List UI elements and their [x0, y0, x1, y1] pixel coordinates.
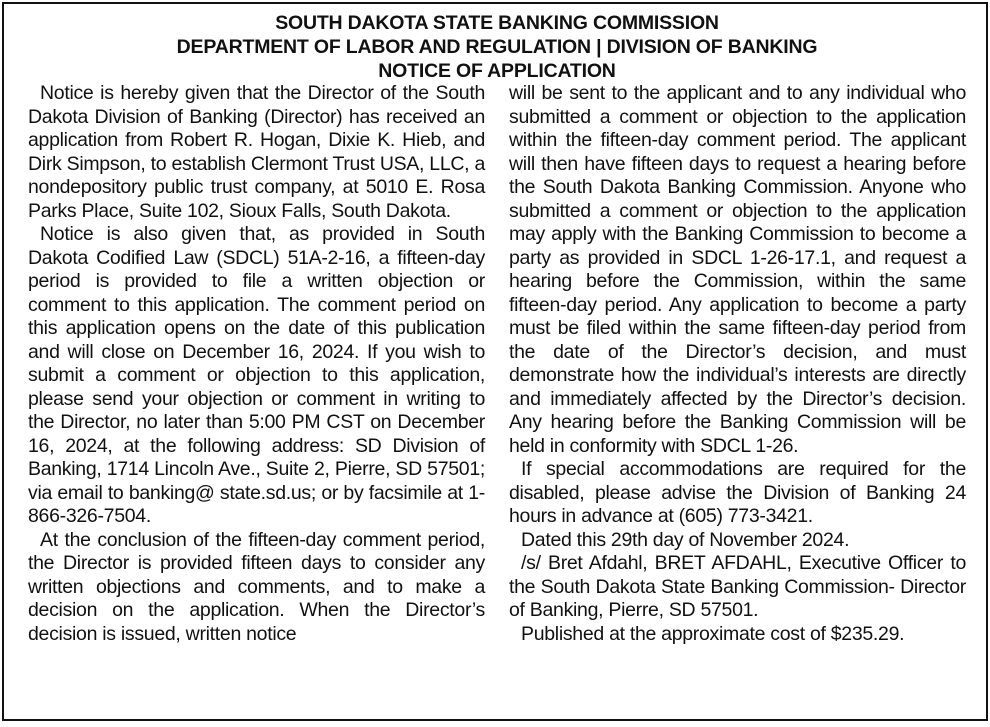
- right-column: [509, 82, 966, 646]
- header-commission: SOUTH DAKOTA STATE BANKING COMMISSION: [275, 12, 719, 34]
- header-notice-title: NOTICE OF APPLICATION: [378, 60, 616, 82]
- paragraph-cost: Published at the approximate cost of $235.29.: [521, 622, 905, 645]
- paragraph-decision-continued: will be sent to the applicant and to any individual who submitted a comment or objection to the application within the fifteen-day comment period. The applicant will then have fifteen days to request a hearing before the South Dakota Banking Commission. Anyone who submitted a comment or objection to the application may apply with the Banking Commission to become a party as provided in SDCL 1-26-17.1, and request a hearing before the Commission, within the same fifteen-day period. Any application to become a party must be filed within the same fifteen-day period from the date of the Director’s decision, and must demonstrate how the individual’s interests are directly and immediately affected by the Director’s decision. Any hearing before the Banking Commission will be held in conformity with SDCL 1-26.: [509, 82, 966, 457]
- paragraph-dated: Dated this 29th day of November 2024.: [521, 528, 850, 551]
- paragraph-accommodations: If special accommodations are required for the disabled, please advise the Division of Banking 24 hours in advance at (605) 773-3421.: [509, 458, 966, 527]
- paragraph-application: Notice is hereby given that the Director of the South Dakota Division of Banking (Director) has received an application from Robert R. Hogan, Dixie K. Hieb, and Dirk Simpson, to establish Clermont Trust USA, LLC, a nondepository public trust company, at 5010 E. Rosa Parks Place, Suite 102, Sioux Falls, South Dakota.: [28, 82, 485, 222]
- header-department: DEPARTMENT OF LABOR AND REGULATION | DIVISION OF BANKING: [176, 36, 818, 58]
- paragraph-signature: /s/ Bret Afdahl, BRET AFDAHL, Executive Officer to the South Dakota State Banking Commission- Director of Banking, Pierre, SD 57501.: [509, 552, 966, 621]
- paragraph-decision: At the conclusion of the fifteen-day comment period, the Director is provided fifteen days to consider any written objections and comments, and to make a decision on the application. When the Director’s decision is issued, written notice: [28, 528, 485, 645]
- notice-body: [28, 82, 966, 646]
- left-column: [28, 82, 485, 646]
- legal-notice: [2, 2, 988, 721]
- paragraph-comment-period: Notice is also given that, as provided in South Dakota Codified Law (SDCL) 51A-2-16, a fifteen-day period is provided to file a written objection or comment to this application. The comment period on this application opens on the date of this publication and will close on December 16, 2024. If you wish to submit a comment or objection to this application, please send your objection or comment in writing to the Director, no later than 5:00 PM CST on December 16, 2024, at the following address: SD Division of Banking, 1714 Lincoln Ave., Suite 2, Pierre, SD 57501; via email to banking@ state.sd.us; or by facsimile at 1-866-326-7504.: [28, 223, 485, 527]
- notice-header: [28, 11, 966, 83]
